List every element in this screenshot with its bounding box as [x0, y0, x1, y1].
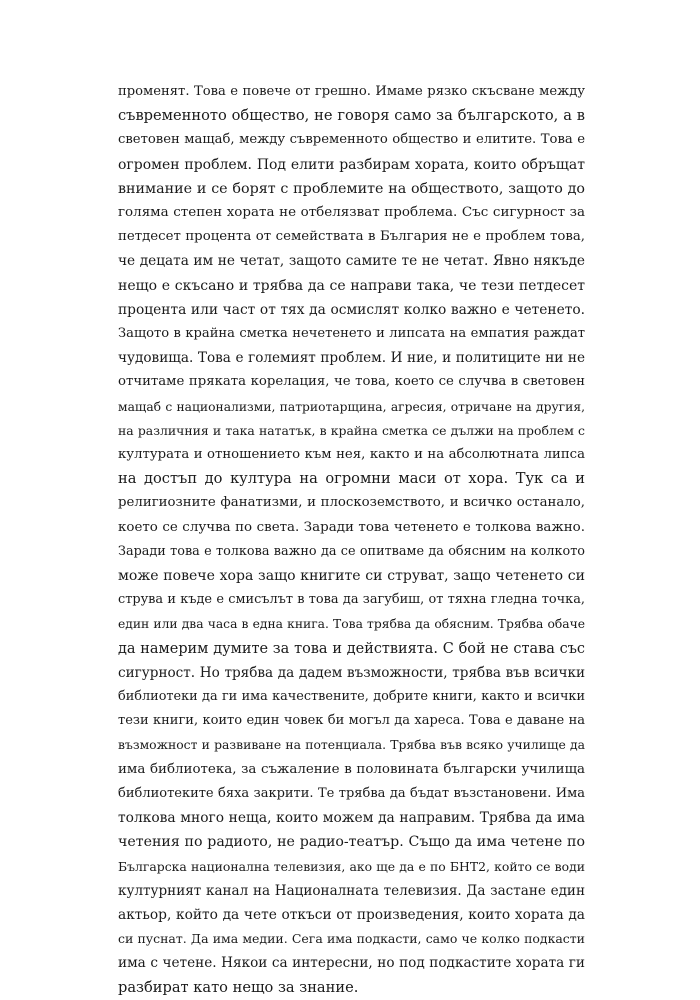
text-line: нещо е скъсано и трябва да се направи така, че тези петдесет	[118, 277, 585, 294]
text-line: чудовища. Това е големият проблем. И ние, и политиците ни не	[118, 350, 585, 367]
text-line: културният канал на Националната телевизия. Да застане един	[118, 882, 585, 899]
text-line: петдесет процента от семействата в България не е проблем това,	[118, 229, 585, 245]
text-line: световен мащаб, между съвременното общество и елитите. Това е	[118, 132, 585, 148]
text-line: процента или част от тях да осмислят колко важно е четенето.	[118, 301, 585, 318]
text-line: на достъп до култура на огромни маси от хора. Тук са и	[118, 470, 585, 488]
text-line: което се случва по света. Заради това четенето е толкова важно.	[118, 519, 585, 535]
text-line: възможност и развиване на потенциала. Трябва във всяко училище да	[118, 738, 585, 753]
text-line: толкова много неща, които можем да направим. Трябва да има	[118, 810, 585, 827]
text-line: библиотеките бяха закрити. Те трябва да бъдат възстановени. Има	[118, 785, 585, 801]
text-line: библиотеки да ги има качествените, добрите книги, както и всички	[118, 689, 585, 705]
text-line: има библиотека, за съжаление в половината български училища	[118, 761, 585, 777]
text-line: променят. Това е повече от грешно. Имаме рязко скъсване между	[118, 84, 585, 99]
text-line: отчитаме пряката корелация, че това, което се случва в световен	[118, 374, 585, 390]
text-line: има с четене. Някои са интересни, но под подкастите хората ги	[118, 955, 585, 972]
text-line: да намерим думите за това и действията. С бой не става със	[118, 640, 585, 657]
text-line: разбират като нещо за знание.	[118, 978, 359, 996]
text-line: културата и отношението към нея, както и на абсолютната липса	[118, 447, 585, 463]
text-line: си пуснат. Да има медии. Сега има подкасти, само че колко подкасти	[118, 931, 585, 947]
text-line: на различния и така нататък, в крайна сметка се дължи на проблем с	[118, 422, 585, 438]
text-line: голяма степен хората не отбелязват проблема. Със сигурност за	[118, 205, 585, 221]
text-line: Защото в крайна сметка нечетенето и липсата на емпатия раждат	[118, 326, 585, 342]
text-line: религиозните фанатизми, и плоскоземството, и всичко останало,	[118, 495, 585, 511]
text-line: тези книги, които един човек би могъл да хареса. Това е даване на	[118, 713, 585, 729]
body-paragraph	[118, 80, 585, 1000]
text-line: един или два часа в една книга. Това трябва да обясним. Трябва обаче	[118, 617, 585, 632]
text-line: актьор, който да чете откъси от произведения, които хората да	[118, 906, 585, 923]
text-line: сигурност. Но трябва да дадем възможности, трябва във всички	[118, 664, 585, 681]
text-line: огромен проблем. Под елити разбирам хората, които обръщат	[118, 156, 585, 173]
text-line: Заради това е толкова важно да се опитваме да обясним на колкото	[118, 543, 585, 559]
text-line: че децата им не четат, защото самите те не четат. Явно някъде	[118, 253, 585, 270]
text-line: Българска национална телевизия, ако ще да е по БНТ2, който се води	[118, 858, 585, 874]
text-line: внимание и се борят с проблемите на обществото, защото до	[118, 180, 585, 197]
text-line: съвременното общество, не говоря само за българското, а в	[118, 107, 585, 125]
text-line: струва и къде е смисълът в това да загубиш, от тяхна гледна точка,	[118, 592, 585, 608]
text-line: четения по радиото, не радио-театър. Също да има четене по	[118, 834, 585, 851]
text-line: мащаб с национализми, патриотарщина, агресия, отричане на другия,	[118, 399, 585, 414]
text-line: може повече хора защо книгите си струват, защо четенето си	[118, 568, 585, 585]
